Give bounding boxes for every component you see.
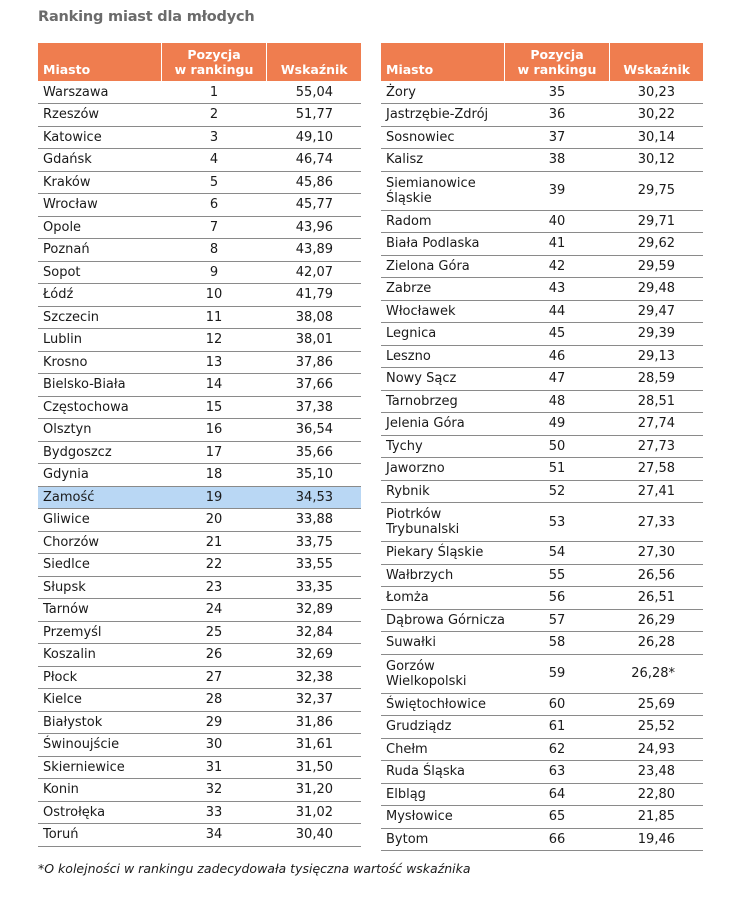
index-cell: 38,01 — [266, 329, 361, 352]
header-position-line1: Pozycja — [187, 47, 241, 62]
table-row — [381, 806, 703, 829]
table-row — [38, 194, 361, 217]
index-cell: 42,07 — [266, 261, 361, 284]
table-row — [38, 239, 361, 262]
position-cell: 4 — [161, 149, 266, 172]
index-cell: 29,71 — [609, 210, 703, 233]
city-cell: Słupsk — [38, 576, 161, 599]
position-cell: 14 — [161, 374, 266, 397]
position-cell: 15 — [161, 396, 266, 419]
position-cell: 9 — [161, 261, 266, 284]
table-row — [38, 329, 361, 352]
index-cell: 28,51 — [609, 390, 703, 413]
page-title: Ranking miast dla młodych — [38, 9, 255, 25]
ranking-table-left — [38, 43, 361, 847]
header-position-line2: w rankingu — [174, 62, 254, 77]
position-cell: 48 — [504, 390, 609, 413]
city-cell: Chorzów — [38, 531, 161, 554]
table-row — [38, 464, 361, 487]
city-cell: Białystok — [38, 711, 161, 734]
position-cell: 63 — [504, 761, 609, 784]
position-cell: 26 — [161, 644, 266, 667]
position-cell: 20 — [161, 509, 266, 532]
city-cell: Szczecin — [38, 306, 161, 329]
index-cell: 43,96 — [266, 216, 361, 239]
position-cell: 49 — [504, 413, 609, 436]
table-row — [381, 716, 703, 739]
city-cell: Piotrków Trybunalski — [381, 503, 504, 542]
index-cell: 19,46 — [609, 828, 703, 851]
table-row — [381, 828, 703, 851]
city-cell: Gdańsk — [38, 149, 161, 172]
table-row — [38, 104, 361, 127]
table-row — [381, 632, 703, 655]
table-row — [381, 542, 703, 565]
position-cell: 10 — [161, 284, 266, 307]
position-cell: 30 — [161, 734, 266, 757]
position-cell: 23 — [161, 576, 266, 599]
position-cell: 62 — [504, 738, 609, 761]
index-cell: 38,08 — [266, 306, 361, 329]
city-cell: Biała Podlaska — [381, 233, 504, 256]
index-cell: 32,89 — [266, 599, 361, 622]
header-index: Wskaźnik — [609, 43, 703, 81]
position-cell: 40 — [504, 210, 609, 233]
city-cell: Świętochłowice — [381, 693, 504, 716]
ranking-table-right — [381, 43, 703, 851]
city-cell: Leszno — [381, 345, 504, 368]
index-cell: 27,73 — [609, 435, 703, 458]
city-cell: Ostrołęka — [38, 801, 161, 824]
table-row — [381, 81, 703, 104]
index-cell: 51,77 — [266, 104, 361, 127]
city-cell: Ruda Śląska — [381, 761, 504, 784]
city-cell: Jastrzębie-Zdrój — [381, 104, 504, 127]
city-cell: Katowice — [38, 126, 161, 149]
city-cell: Jaworzno — [381, 458, 504, 481]
header-position — [504, 43, 609, 81]
table-row — [381, 435, 703, 458]
city-cell: Olsztyn — [38, 419, 161, 442]
city-cell: Sopot — [38, 261, 161, 284]
index-cell: 35,10 — [266, 464, 361, 487]
table-row — [381, 458, 703, 481]
index-cell: 49,10 — [266, 126, 361, 149]
position-cell: 25 — [161, 621, 266, 644]
index-cell: 33,35 — [266, 576, 361, 599]
index-cell: 27,74 — [609, 413, 703, 436]
city-cell: Skierniewice — [38, 756, 161, 779]
city-cell: Żory — [381, 81, 504, 104]
city-cell: Elbląg — [381, 783, 504, 806]
table-body-right — [381, 81, 703, 851]
position-cell: 47 — [504, 368, 609, 391]
table-row — [381, 323, 703, 346]
position-cell: 6 — [161, 194, 266, 217]
table-row — [38, 779, 361, 802]
index-cell: 31,20 — [266, 779, 361, 802]
city-cell: Tychy — [381, 435, 504, 458]
table-header — [38, 43, 361, 81]
index-cell: 45,77 — [266, 194, 361, 217]
position-cell: 66 — [504, 828, 609, 851]
position-cell: 50 — [504, 435, 609, 458]
table-row — [38, 531, 361, 554]
table-row — [381, 738, 703, 761]
index-cell: 36,54 — [266, 419, 361, 442]
position-cell: 64 — [504, 783, 609, 806]
table-row — [38, 801, 361, 824]
table-row — [38, 621, 361, 644]
index-cell: 25,52 — [609, 716, 703, 739]
position-cell: 32 — [161, 779, 266, 802]
city-cell: Gorzów Wielkopolski — [381, 654, 504, 693]
position-cell: 31 — [161, 756, 266, 779]
city-cell: Przemyśl — [38, 621, 161, 644]
city-cell: Poznań — [38, 239, 161, 262]
index-cell: 27,33 — [609, 503, 703, 542]
table-row — [381, 503, 703, 542]
index-cell: 26,28* — [609, 654, 703, 693]
city-cell: Siedlce — [38, 554, 161, 577]
index-cell: 26,51 — [609, 587, 703, 610]
position-cell: 54 — [504, 542, 609, 565]
index-cell: 29,59 — [609, 255, 703, 278]
index-cell: 37,38 — [266, 396, 361, 419]
city-cell: Legnica — [381, 323, 504, 346]
table-row — [38, 711, 361, 734]
position-cell: 16 — [161, 419, 266, 442]
position-cell: 34 — [161, 824, 266, 847]
position-cell: 33 — [161, 801, 266, 824]
header-index: Wskaźnik — [266, 43, 361, 81]
city-cell: Bytom — [381, 828, 504, 851]
position-cell: 53 — [504, 503, 609, 542]
table-row — [381, 233, 703, 256]
index-cell: 29,39 — [609, 323, 703, 346]
header-city: Miasto — [38, 43, 161, 81]
position-cell: 7 — [161, 216, 266, 239]
city-cell: Warszawa — [38, 81, 161, 104]
position-cell: 13 — [161, 351, 266, 374]
city-cell: Radom — [381, 210, 504, 233]
city-cell: Piekary Śląskie — [381, 542, 504, 565]
table-row — [38, 81, 361, 104]
city-cell: Siemianowice Śląskie — [381, 171, 504, 210]
city-cell: Chełm — [381, 738, 504, 761]
city-cell: Świnoujście — [38, 734, 161, 757]
table-row — [38, 644, 361, 667]
city-cell: Jelenia Góra — [381, 413, 504, 436]
city-cell: Częstochowa — [38, 396, 161, 419]
table-row — [38, 576, 361, 599]
table-row — [381, 368, 703, 391]
table-row — [381, 693, 703, 716]
header-position — [161, 43, 266, 81]
table-row — [38, 554, 361, 577]
table-row — [381, 171, 703, 210]
index-cell: 46,74 — [266, 149, 361, 172]
position-cell: 8 — [161, 239, 266, 262]
footnote: *O kolejności w rankingu zadecydowała tysięczna wartość wskaźnika — [38, 861, 471, 876]
position-cell: 17 — [161, 441, 266, 464]
table-header — [381, 43, 703, 81]
index-cell: 24,93 — [609, 738, 703, 761]
position-cell: 24 — [161, 599, 266, 622]
index-cell: 45,86 — [266, 171, 361, 194]
position-cell: 1 — [161, 81, 266, 104]
table-row — [38, 824, 361, 847]
position-cell: 35 — [504, 81, 609, 104]
position-cell: 45 — [504, 323, 609, 346]
table-row — [38, 396, 361, 419]
index-cell: 37,86 — [266, 351, 361, 374]
position-cell: 38 — [504, 149, 609, 172]
index-cell: 34,53 — [266, 486, 361, 509]
table-row — [381, 278, 703, 301]
city-cell: Wrocław — [38, 194, 161, 217]
position-cell: 52 — [504, 480, 609, 503]
index-cell: 31,86 — [266, 711, 361, 734]
position-cell: 44 — [504, 300, 609, 323]
index-cell: 30,12 — [609, 149, 703, 172]
city-cell: Koszalin — [38, 644, 161, 667]
index-cell: 31,50 — [266, 756, 361, 779]
position-cell: 37 — [504, 126, 609, 149]
position-cell: 36 — [504, 104, 609, 127]
city-cell: Włocławek — [381, 300, 504, 323]
position-cell: 11 — [161, 306, 266, 329]
table-row — [381, 104, 703, 127]
table-row — [38, 756, 361, 779]
index-cell: 29,75 — [609, 171, 703, 210]
city-cell: Lublin — [38, 329, 161, 352]
table-row — [381, 149, 703, 172]
table-row — [38, 419, 361, 442]
header-position-line1: Pozycja — [530, 47, 584, 62]
table-row — [381, 783, 703, 806]
index-cell: 29,13 — [609, 345, 703, 368]
city-cell: Kalisz — [381, 149, 504, 172]
position-cell: 61 — [504, 716, 609, 739]
position-cell: 65 — [504, 806, 609, 829]
index-cell: 26,56 — [609, 564, 703, 587]
table-row — [38, 689, 361, 712]
index-cell: 30,22 — [609, 104, 703, 127]
table-row — [381, 255, 703, 278]
table-row — [381, 300, 703, 323]
position-cell: 43 — [504, 278, 609, 301]
table-row — [38, 284, 361, 307]
index-cell: 30,23 — [609, 81, 703, 104]
table-row — [381, 564, 703, 587]
position-cell: 46 — [504, 345, 609, 368]
city-cell: Kraków — [38, 171, 161, 194]
position-cell: 28 — [161, 689, 266, 712]
city-cell: Suwałki — [381, 632, 504, 655]
city-cell: Kielce — [38, 689, 161, 712]
position-cell: 55 — [504, 564, 609, 587]
table-row — [38, 374, 361, 397]
index-cell: 35,66 — [266, 441, 361, 464]
index-cell: 29,62 — [609, 233, 703, 256]
position-cell: 56 — [504, 587, 609, 610]
city-cell: Płock — [38, 666, 161, 689]
city-cell: Łomża — [381, 587, 504, 610]
position-cell: 5 — [161, 171, 266, 194]
index-cell: 30,40 — [266, 824, 361, 847]
index-cell: 32,84 — [266, 621, 361, 644]
city-cell: Bielsko-Biała — [38, 374, 161, 397]
table-row — [38, 509, 361, 532]
position-cell: 21 — [161, 531, 266, 554]
header-city: Miasto — [381, 43, 504, 81]
city-cell: Rzeszów — [38, 104, 161, 127]
position-cell: 51 — [504, 458, 609, 481]
index-cell: 31,02 — [266, 801, 361, 824]
table-body-left — [38, 81, 361, 846]
city-cell: Nowy Sącz — [381, 368, 504, 391]
table-row — [381, 480, 703, 503]
city-cell: Grudziądz — [381, 716, 504, 739]
table-row — [381, 761, 703, 784]
city-cell: Łódź — [38, 284, 161, 307]
index-cell: 29,47 — [609, 300, 703, 323]
index-cell: 33,75 — [266, 531, 361, 554]
city-cell: Toruń — [38, 824, 161, 847]
position-cell: 22 — [161, 554, 266, 577]
index-cell: 29,48 — [609, 278, 703, 301]
table-row — [381, 609, 703, 632]
position-cell: 27 — [161, 666, 266, 689]
table-row — [38, 734, 361, 757]
position-cell: 18 — [161, 464, 266, 487]
table-row — [381, 126, 703, 149]
position-cell: 2 — [161, 104, 266, 127]
index-cell: 31,61 — [266, 734, 361, 757]
position-cell: 57 — [504, 609, 609, 632]
index-cell: 55,04 — [266, 81, 361, 104]
index-cell: 30,14 — [609, 126, 703, 149]
index-cell: 23,48 — [609, 761, 703, 784]
city-cell: Mysłowice — [381, 806, 504, 829]
city-cell: Zabrze — [381, 278, 504, 301]
city-cell: Dąbrowa Górnicza — [381, 609, 504, 632]
position-cell: 3 — [161, 126, 266, 149]
city-cell: Opole — [38, 216, 161, 239]
city-cell: Wałbrzych — [381, 564, 504, 587]
table-row — [381, 413, 703, 436]
index-cell: 43,89 — [266, 239, 361, 262]
index-cell: 28,59 — [609, 368, 703, 391]
position-cell: 12 — [161, 329, 266, 352]
position-cell: 39 — [504, 171, 609, 210]
index-cell: 27,58 — [609, 458, 703, 481]
position-cell: 58 — [504, 632, 609, 655]
header-position-line2: w rankingu — [517, 62, 597, 77]
city-cell: Tarnobrzeg — [381, 390, 504, 413]
position-cell: 29 — [161, 711, 266, 734]
table-row — [38, 599, 361, 622]
index-cell: 32,69 — [266, 644, 361, 667]
city-cell: Bydgoszcz — [38, 441, 161, 464]
table-row — [38, 216, 361, 239]
index-cell: 33,88 — [266, 509, 361, 532]
position-cell: 41 — [504, 233, 609, 256]
city-cell: Rybnik — [381, 480, 504, 503]
position-cell: 60 — [504, 693, 609, 716]
index-cell: 27,41 — [609, 480, 703, 503]
table-row — [381, 654, 703, 693]
city-cell: Konin — [38, 779, 161, 802]
city-cell: Tarnów — [38, 599, 161, 622]
table-row — [38, 261, 361, 284]
index-cell: 33,55 — [266, 554, 361, 577]
city-cell: Gdynia — [38, 464, 161, 487]
table-row — [381, 587, 703, 610]
index-cell: 25,69 — [609, 693, 703, 716]
city-cell: Krosno — [38, 351, 161, 374]
city-cell: Zamość — [38, 486, 161, 509]
table-row — [38, 149, 361, 172]
city-cell: Gliwice — [38, 509, 161, 532]
position-cell: 59 — [504, 654, 609, 693]
position-cell: 19 — [161, 486, 266, 509]
city-cell: Zielona Góra — [381, 255, 504, 278]
table-row — [38, 306, 361, 329]
index-cell: 32,37 — [266, 689, 361, 712]
table-row — [381, 210, 703, 233]
table-row — [38, 666, 361, 689]
table-row — [38, 351, 361, 374]
table-row — [38, 486, 361, 509]
index-cell: 22,80 — [609, 783, 703, 806]
index-cell: 26,28 — [609, 632, 703, 655]
index-cell: 32,38 — [266, 666, 361, 689]
city-cell: Sosnowiec — [381, 126, 504, 149]
position-cell: 42 — [504, 255, 609, 278]
index-cell: 26,29 — [609, 609, 703, 632]
table-row — [381, 345, 703, 368]
index-cell: 27,30 — [609, 542, 703, 565]
index-cell: 37,66 — [266, 374, 361, 397]
table-row — [38, 171, 361, 194]
index-cell: 41,79 — [266, 284, 361, 307]
table-row — [38, 441, 361, 464]
table-row — [381, 390, 703, 413]
index-cell: 21,85 — [609, 806, 703, 829]
table-row — [38, 126, 361, 149]
